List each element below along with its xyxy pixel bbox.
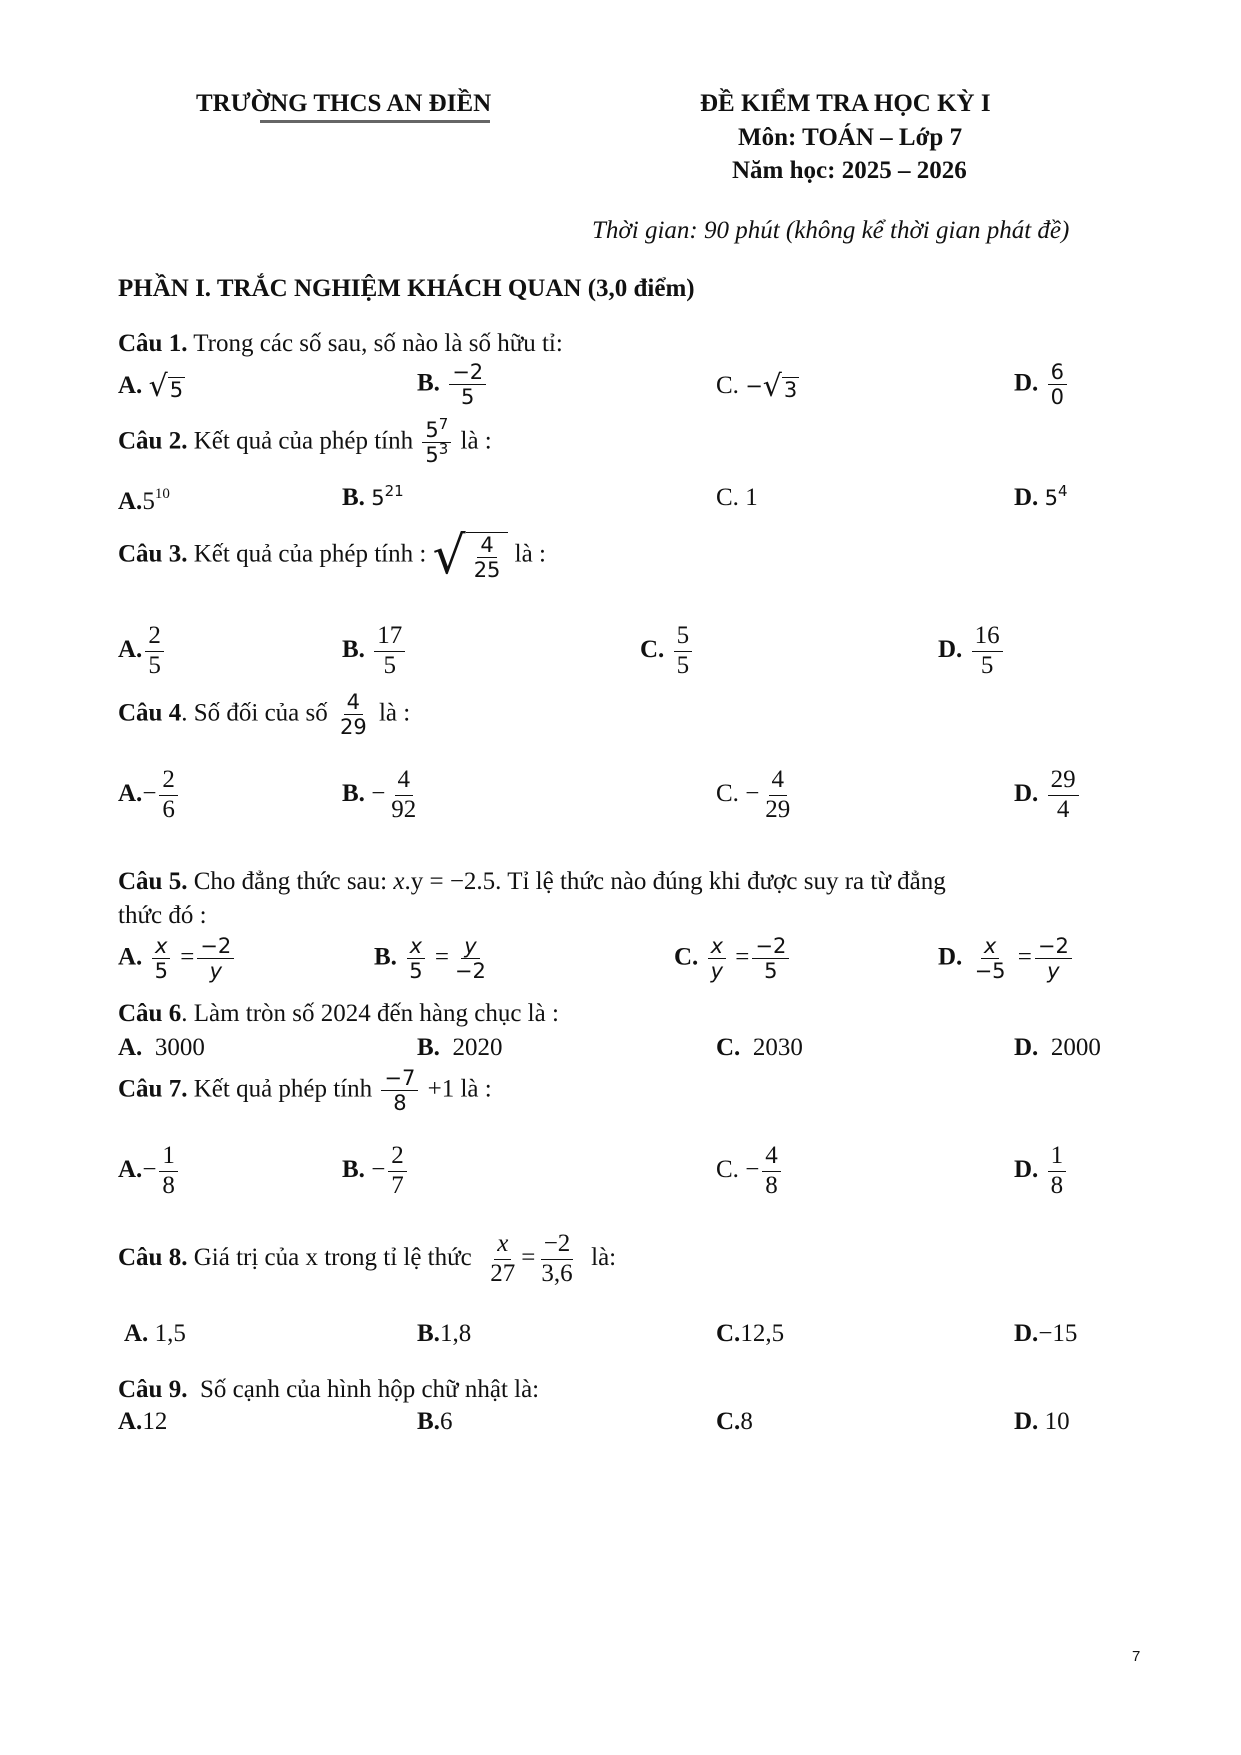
question-label: Câu 4	[118, 699, 182, 727]
q6-option-a[interactable]: A. 3000	[118, 1034, 205, 1061]
question-text: . Số đối của số	[181, 699, 328, 727]
option-label: B.	[417, 369, 440, 397]
option-label: A.	[118, 372, 143, 399]
option-label: B.	[417, 1320, 440, 1347]
option-label: D.	[1014, 369, 1039, 397]
option-label: A.	[118, 943, 143, 971]
exam-title: ĐỀ KIỂM TRA HỌC KỲ I	[700, 90, 991, 117]
q6-option-b[interactable]: B. 2020	[417, 1034, 503, 1061]
minus-sign: −	[745, 374, 763, 398]
sqrt-expression: √ 3	[762, 369, 798, 405]
option-label: A.	[118, 1034, 143, 1061]
q2-option-d[interactable]: D. $5^4$	[1014, 482, 1068, 511]
option-label: A.	[118, 488, 143, 515]
q4-option-d[interactable]: D. $\frac{29}{4}$	[1014, 766, 1082, 825]
question-text: Số cạnh của hình hộp chữ nhật là:	[199, 1376, 540, 1403]
question-4	[118, 690, 410, 739]
option-label: C.	[716, 1320, 741, 1347]
option-label: C.	[674, 943, 699, 971]
q4-option-b[interactable]: B. − $\frac{4}{92}$	[342, 766, 417, 823]
q5-option-b[interactable]: B. $\frac{x}{5}$ = $\frac{y}{-2}$	[374, 934, 486, 984]
q4-option-a[interactable]: A.− $\frac{2}{6}$	[118, 766, 181, 825]
q3-option-a[interactable]: A. $\frac{2}{5}$	[118, 622, 167, 681]
option-label: C.	[716, 372, 739, 399]
option-label: C.	[716, 1034, 741, 1061]
q5-option-c[interactable]: C. $\frac{x}{y}$ = $\frac{-2}{5}$	[674, 934, 792, 983]
option-label: D.	[1014, 1320, 1039, 1347]
fraction: $\frac{5^7}{5^3}$	[422, 418, 451, 467]
q9-option-c[interactable]: C.8	[716, 1408, 753, 1435]
question-1	[118, 330, 563, 358]
q8-option-a[interactable]: A. 1,5	[124, 1320, 186, 1347]
option-label: C.	[716, 1408, 741, 1435]
school-name: TRƯỜNG THCS AN ĐIỀN	[196, 90, 492, 117]
option-label: C.	[716, 484, 739, 511]
option-label: D.	[1014, 1408, 1039, 1435]
question-2	[118, 415, 492, 468]
q1-option-d[interactable]	[1014, 360, 1070, 409]
question-text-end: là :	[378, 699, 411, 727]
q5-option-a[interactable]: A. $\frac{x}{5}$ = $\frac{-2}{y}$	[118, 934, 237, 983]
option-label: D.	[1014, 779, 1039, 807]
q6-option-d[interactable]: D. 2000	[1014, 1034, 1101, 1061]
option-label: B.	[342, 779, 365, 807]
q8-option-c[interactable]: C.12,5	[716, 1320, 785, 1347]
question-3	[118, 526, 546, 586]
option-label: B.	[342, 484, 365, 511]
question-label: Câu 2.	[118, 427, 188, 455]
school-underline	[260, 120, 490, 123]
q9-option-d[interactable]: D. 10	[1014, 1408, 1070, 1435]
q7-option-a[interactable]: A.− $\frac{1}{8}$	[118, 1142, 181, 1201]
q8-option-b[interactable]: B.1,8	[417, 1320, 472, 1347]
section-title: PHẦN I. TRẮC NGHIỆM KHÁCH QUAN (3,0 điểm)	[118, 275, 695, 302]
option-label: D.	[938, 943, 963, 971]
option-label: B.	[417, 1034, 440, 1061]
q8-option-d[interactable]: D.−15	[1014, 1320, 1078, 1347]
option-label: A.	[124, 1320, 149, 1347]
question-text: Cho đẳng thức sau:	[193, 868, 394, 895]
question-label: Câu 7.	[118, 1075, 188, 1103]
question-7	[118, 1066, 492, 1115]
question-text-end: là:	[591, 1243, 617, 1271]
question-text: Kết quả của phép tính :	[193, 540, 427, 568]
question-text-end: là :	[514, 540, 546, 568]
option-label: D.	[938, 635, 963, 663]
option-label: C.	[716, 1155, 739, 1183]
fraction: $\frac{4}{29}$	[340, 690, 367, 740]
option-label: D.	[1014, 1155, 1039, 1183]
q1-option-a[interactable]	[118, 369, 185, 405]
question-label: Câu 5.	[118, 868, 188, 895]
q7-option-c[interactable]: C. − $\frac{4}{8}$	[716, 1142, 784, 1201]
q3-option-d[interactable]: D. $\frac{16}{5}$	[938, 622, 1006, 681]
q4-option-c[interactable]: C. − $\frac{4}{29}$	[716, 766, 791, 823]
page-number: 7	[1132, 1648, 1141, 1665]
subject: Môn: TOÁN – Lớp 7	[738, 124, 963, 151]
option-label: A.	[118, 1408, 143, 1435]
question-text: Kết quả của phép tính	[193, 427, 414, 455]
fraction: $\frac{-2}{5}$	[449, 360, 486, 409]
question-text: . Làm tròn số 2024 đến hàng chục là :	[181, 1000, 559, 1027]
option-label: A.	[118, 1155, 143, 1183]
question-label: Câu 3.	[118, 540, 188, 568]
variable-x: x	[393, 868, 405, 895]
question-text-cont: .y = −2.5. Tỉ lệ thức nào đúng khi được suy ra từ đẳng	[404, 868, 946, 895]
q5-option-d[interactable]: D. $\frac{x}{-5}$ = $\frac{-2}{y}$	[938, 934, 1075, 983]
option-label: C.	[716, 779, 739, 807]
option-label: A.	[118, 635, 143, 663]
sqrt-expression: √ $\frac{4}{25}$	[433, 530, 509, 582]
q2-option-b[interactable]: B. $5^{21}$	[342, 482, 404, 511]
q1-option-b[interactable]	[417, 360, 489, 409]
question-label: Câu 9.	[118, 1376, 188, 1403]
q3-option-c[interactable]: C. $\frac{5}{5}$	[640, 622, 695, 681]
q2-option-a[interactable]: $A.5^{10}$	[118, 486, 170, 515]
sqrt-expression: √ 5	[148, 369, 184, 405]
q7-option-b[interactable]: B. − $\frac{2}{7}$	[342, 1142, 410, 1201]
question-5	[118, 868, 946, 896]
question-9	[118, 1376, 539, 1404]
option-label: B.	[417, 1408, 440, 1435]
question-text-end: +1 là :	[427, 1075, 492, 1103]
q6-option-c[interactable]: C. 2030	[716, 1034, 803, 1061]
option-label: B.	[342, 1155, 365, 1183]
question-6	[118, 1000, 559, 1028]
exam-time: Thời gian: 90 phút (không kể thời gian phát đề)	[592, 217, 1070, 244]
q1-option-c[interactable]	[716, 369, 799, 405]
q9-option-a[interactable]: A.12	[118, 1408, 168, 1435]
q9-option-b[interactable]: B.6	[417, 1408, 453, 1435]
school-year: Năm học: 2025 – 2026	[732, 157, 967, 184]
fraction: $\frac{-7}{8}$	[381, 1066, 418, 1115]
question-label: Câu 1.	[118, 330, 188, 357]
question-text-end: là :	[460, 427, 492, 455]
option-label: D.	[1014, 484, 1039, 511]
question-label: Câu 8.	[118, 1243, 188, 1271]
q2-option-c[interactable]: C. 1	[716, 484, 758, 511]
q7-option-d[interactable]: D. $\frac{1}{8}$	[1014, 1142, 1069, 1201]
option-label: A.	[118, 779, 143, 807]
fraction: $\frac{6}{0}$	[1048, 360, 1067, 409]
question-5-line2: thức đó :	[118, 902, 207, 929]
question-label: Câu 6	[118, 1000, 182, 1027]
question-8: Câu 8. Giá trị của x trong tỉ lệ thức $\frac{x}{27}$ = $\frac{-2}{3,6}$ là:	[118, 1230, 617, 1287]
question-text: Trong các số sau, số nào là số hữu tỉ:	[193, 330, 563, 357]
question-text: Kết quả phép tính	[193, 1075, 373, 1103]
option-label: D.	[1014, 1034, 1039, 1061]
option-label: B.	[342, 635, 365, 663]
option-label: B.	[374, 943, 397, 971]
question-text: Giá trị của x trong tỉ lệ thức	[193, 1243, 472, 1271]
option-label: C.	[640, 635, 665, 663]
q3-option-b[interactable]: B. $\frac{17}{5}$	[342, 622, 408, 681]
